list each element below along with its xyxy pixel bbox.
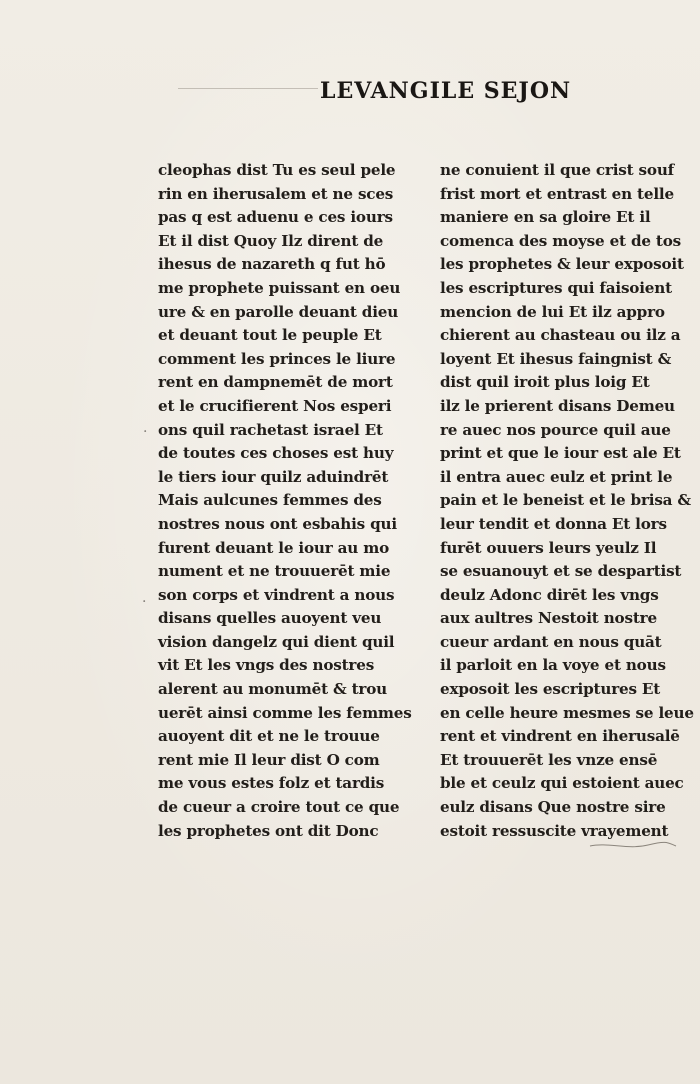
text-line: cleophas dist Tu es seul pele <box>158 161 396 179</box>
text-line: comment les princes le liure <box>158 349 396 368</box>
text-line: ne conuient il que crist souf <box>440 161 674 179</box>
text-line: me prophete puissant en oeu <box>158 278 401 297</box>
text-line: auoyent dit et ne le trouue <box>158 727 380 746</box>
text-line: Et trouuerēt les vnze ensē <box>440 750 658 769</box>
text-line: rent en dampnemēt de mort <box>158 373 393 392</box>
text-line: deulz Adonc dirēt les vngs <box>440 585 659 604</box>
text-line: alerent au monumēt & trou <box>158 680 387 699</box>
text-line: et deuant tout le peuple Et <box>158 326 382 345</box>
text-line: vision dangelz qui dient quil <box>158 632 395 651</box>
text-line: ble et ceulz qui estoient auec <box>440 774 684 793</box>
text-line: aux aultres Nestoit nostre <box>440 609 657 628</box>
text-line: furent deuant le iour au mo <box>158 538 390 557</box>
text-line: disans quelles auoyent veu <box>158 609 382 628</box>
text-line: rin en iherusalem et ne sces <box>158 184 394 203</box>
text-line: les prophetes & leur exposoit <box>440 255 684 274</box>
text-line: uerēt ainsi comme les femmes <box>158 703 412 722</box>
text-line: pain et le beneist et le brisa & <box>440 491 691 510</box>
text-line: estoit ressuscite vrayement <box>440 821 669 840</box>
text-line: Mais aulcunes femmes des <box>158 491 382 510</box>
text-line: son corps et vindrent a nous <box>158 585 395 604</box>
text-line: maniere en sa gloire Et il <box>440 208 651 227</box>
text-line: Et il dist Quoy Ilz dirent de <box>158 231 384 250</box>
text-line: il entra auec eulz et print le <box>440 467 673 486</box>
text-line: ure & en parolle deuant dieu <box>158 302 399 321</box>
text-line: re auec nos pource quil aue <box>440 420 671 439</box>
end-flourish-ornament <box>588 836 678 856</box>
text-line: eulz disans Que nostre sire <box>440 798 666 817</box>
text-line: se esuanouyt et se despartist <box>440 562 682 581</box>
header-rule <box>178 88 318 89</box>
text-line: ihesus de nazareth q fut hō <box>158 255 386 274</box>
margin-mark: · <box>142 594 147 610</box>
text-line: rent mie Il leur dist O com <box>158 750 380 769</box>
text-line: nostres nous ont esbahis qui <box>158 514 397 533</box>
text-line: dist quil iroit plus loig Et <box>440 373 650 392</box>
text-line: cueur ardant en nous quāt <box>440 632 662 651</box>
text-line: de cueur a croire tout ce que <box>158 798 400 817</box>
text-line: frist mort et entrast en telle <box>440 184 674 203</box>
text-line: rent et vindrent en iherusalē <box>440 727 680 746</box>
text-line: loyent Et ihesus faingnist & <box>440 349 672 368</box>
text-column-left <box>158 159 420 843</box>
text-line: mencion de lui Et ilz appro <box>440 302 665 321</box>
text-line: exposoit les escriptures Et <box>440 680 661 699</box>
text-line: les escriptures qui faisoient <box>440 278 672 297</box>
text-line: leur tendit et donna Et lors <box>440 514 667 533</box>
text-line: print et que le iour est ale Et <box>440 444 681 463</box>
text-column-right <box>440 159 694 843</box>
text-line: comenca des moyse et de tos <box>440 231 682 250</box>
text-line: ons quil rachetast israel Et <box>158 420 383 439</box>
margin-mark: · <box>143 424 148 440</box>
text-line: de toutes ces choses est huy <box>158 444 394 463</box>
text-line: vit Et les vngs des nostres <box>158 656 375 675</box>
text-line: il parloit en la voye et nous <box>440 656 666 675</box>
text-line: furēt ouuers leurs yeulz Il <box>440 538 657 557</box>
text-line: ilz le prierent disans Demeu <box>440 396 675 415</box>
text-line: le tiers iour quilz aduindrēt <box>158 467 389 486</box>
text-line: chierent au chasteau ou ilz a <box>440 326 681 345</box>
text-line: en celle heure mesmes se leue <box>440 703 694 722</box>
text-line: pas q est aduenu e ces iours <box>158 208 393 227</box>
text-line: et le crucifierent Nos esperi <box>158 396 392 415</box>
running-title: LEVANGILE SEJON <box>320 78 572 104</box>
text-line: nument et ne trouuerēt mie <box>158 562 391 581</box>
text-line: les prophetes ont dit Donc <box>158 821 379 840</box>
text-line: me vous estes folz et tardis <box>158 774 385 793</box>
